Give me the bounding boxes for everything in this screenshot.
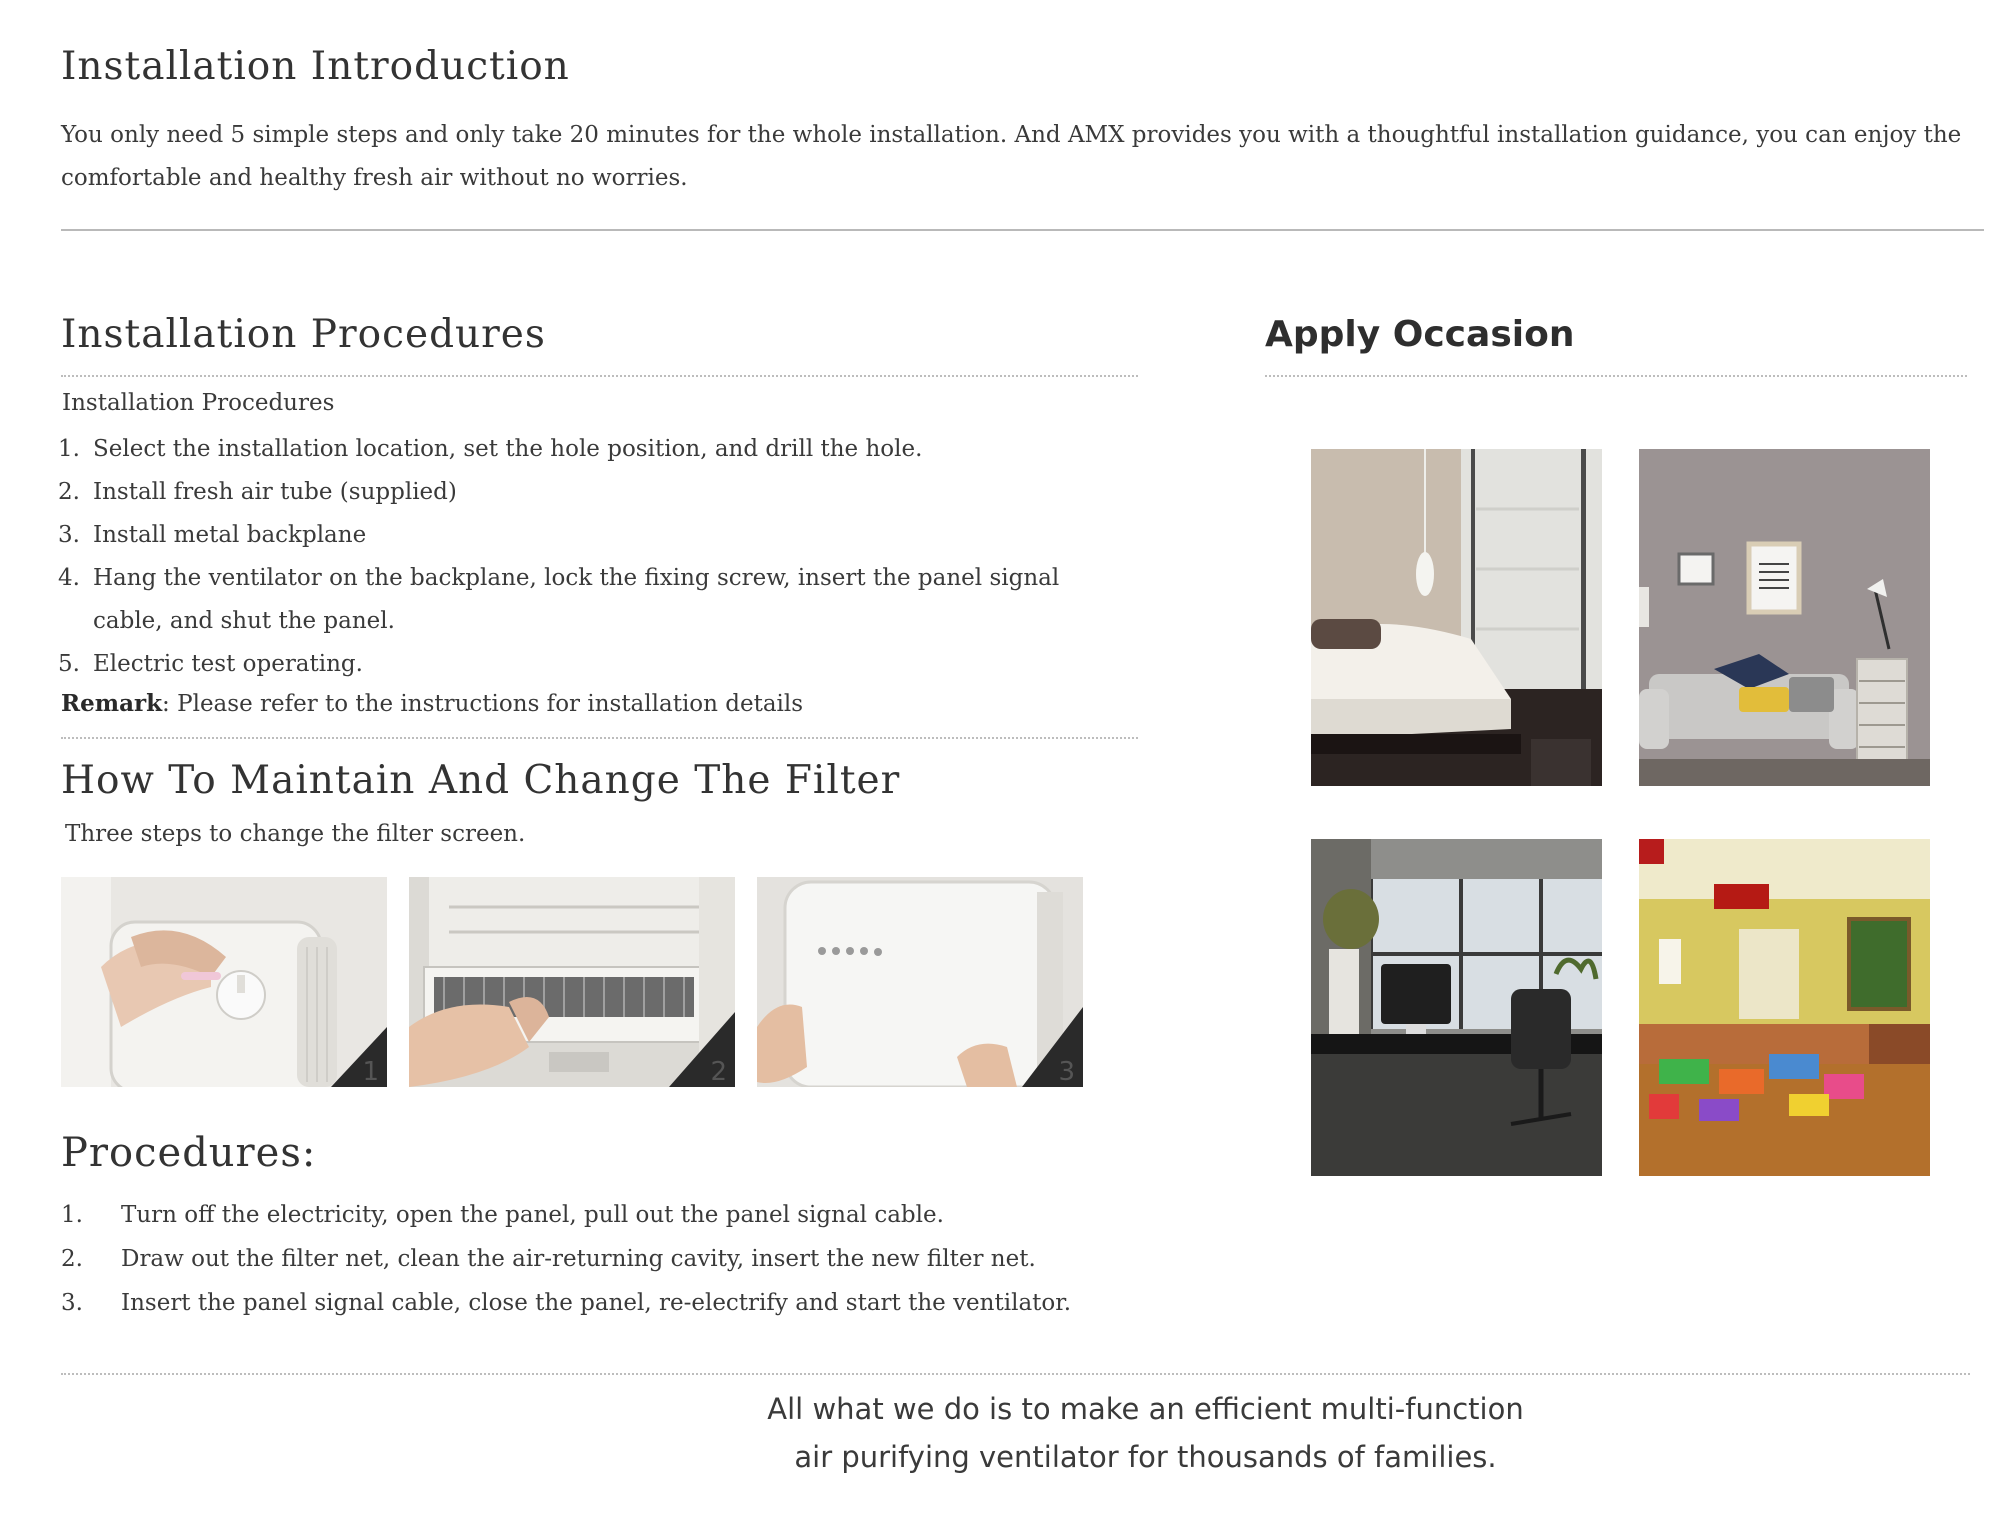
procedures-title: Installation Procedures — [61, 312, 546, 357]
list-item — [58, 557, 1108, 643]
procedures-subtitle: Installation Procedures — [62, 390, 335, 416]
divider — [61, 229, 1984, 231]
remark-text: : Please refer to the instructions for installation details — [162, 691, 804, 717]
list-item — [58, 643, 1108, 686]
divider — [61, 737, 1138, 739]
filter-procedures-title: Procedures: — [61, 1130, 317, 1176]
step-text: Install metal backplane — [93, 522, 367, 548]
step-text: Hang the ventilator on the backplane, lock the fixing screw, insert the panel signal cable, and shut the panel. — [93, 565, 1060, 634]
step-number: 4. — [58, 565, 80, 591]
list-item — [58, 428, 1108, 471]
footer-tagline — [61, 1385, 1970, 1481]
filter-procedures-list — [61, 1193, 1161, 1325]
step-number: 3. — [58, 522, 80, 548]
maintain-subtitle: Three steps to change the filter screen. — [65, 821, 526, 847]
step-number: 2 — [710, 1057, 727, 1087]
list-item — [58, 471, 1108, 514]
filter-step-photo-3 — [757, 877, 1083, 1087]
step-text: Install fresh air tube (supplied) — [93, 479, 457, 505]
intro-title: Installation Introduction — [61, 44, 570, 89]
step-number: 5. — [58, 651, 80, 677]
step-number: 1. — [58, 436, 80, 462]
remark — [61, 690, 803, 717]
divider — [61, 375, 1138, 377]
step-number: 1 — [362, 1057, 379, 1087]
footer-line-2: air purifying ventilator for thousands of families. — [794, 1440, 1497, 1474]
apply-occasion-title: Apply Occasion — [1265, 314, 1575, 355]
list-item — [61, 1193, 1161, 1237]
step-number: 3 — [1058, 1057, 1075, 1087]
step-text: Turn off the electricity, open the panel, pull out the panel signal cable. — [121, 1202, 944, 1228]
divider — [61, 1373, 1970, 1375]
step-text: Select the installation location, set the hole position, and drill the hole. — [93, 436, 923, 462]
maintain-title: How To Maintain And Change The Filter — [61, 758, 901, 803]
list-item — [61, 1237, 1161, 1281]
procedures-list — [58, 428, 1108, 686]
living-room-photo — [1639, 449, 1930, 786]
step-number: 3. — [61, 1290, 83, 1316]
divider — [1265, 375, 1967, 377]
list-item — [61, 1281, 1161, 1325]
intro-text: You only need 5 simple steps and only take 20 minutes for the whole installation. And AMX provides you with a thoughtful installation guidance, you can enjoy the comfortable and healthy fresh air without no worries. — [61, 122, 1962, 191]
filter-step-photo-1 — [61, 877, 387, 1087]
classroom-photo — [1639, 839, 1930, 1176]
step-number: 2. — [61, 1246, 83, 1272]
bedroom-photo — [1311, 449, 1602, 786]
step-text: Electric test operating. — [93, 651, 363, 677]
remark-label: Remark — [61, 690, 163, 717]
filter-step-photo-2 — [409, 877, 735, 1087]
list-item — [58, 514, 1108, 557]
office-photo — [1311, 839, 1602, 1176]
footer-line-1: All what we do is to make an efficient multi-function — [767, 1392, 1524, 1426]
step-number: 2. — [58, 479, 80, 505]
step-text: Insert the panel signal cable, close the panel, re-electrify and start the ventilator. — [121, 1290, 1072, 1316]
step-text: Draw out the filter net, clean the air-returning cavity, insert the new filter net. — [121, 1246, 1036, 1272]
step-number: 1. — [61, 1202, 83, 1228]
